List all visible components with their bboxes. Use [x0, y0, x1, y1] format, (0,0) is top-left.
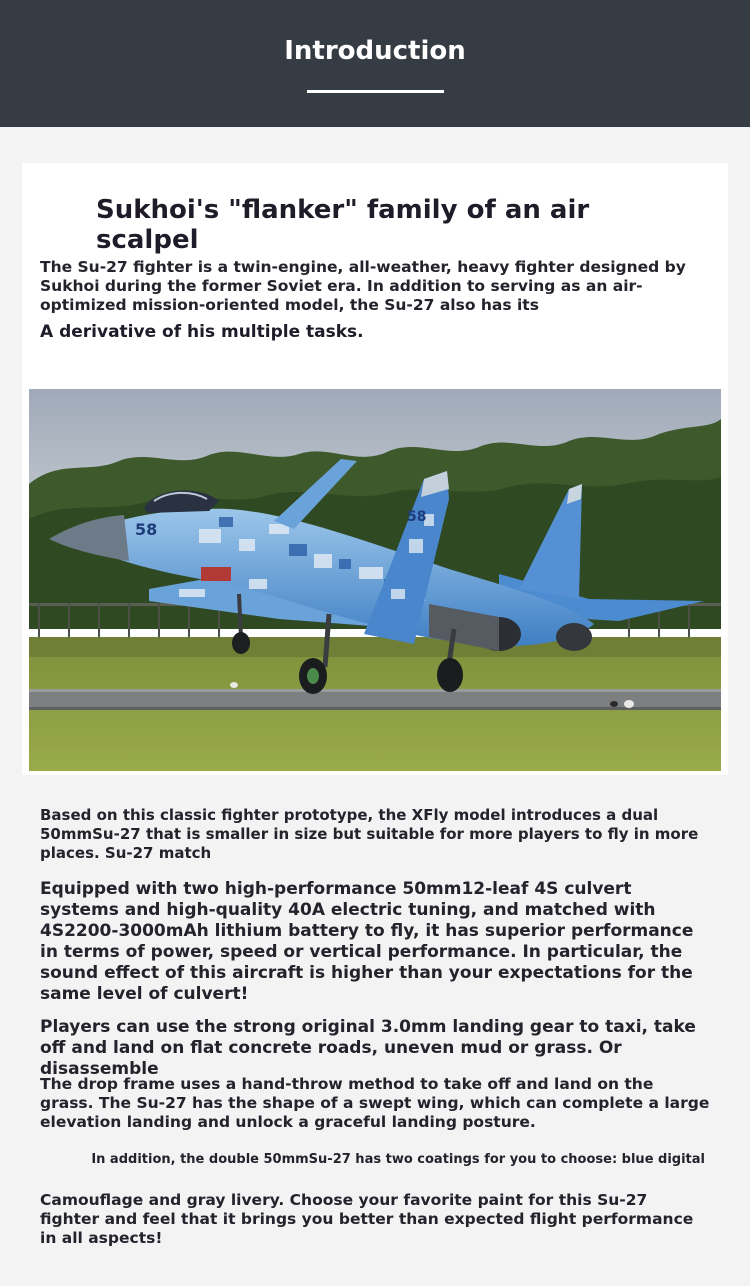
body-paragraph: Equipped with two high-performance 50mm12-leaf 4S culvert systems and high-quality 40A electric tuning, and matched with 4S2200-3000mAh lithium battery to fly, it has superior performance in terms of power, speed or vertical performance. In particular, the sound effect of this aircraft is higher than your expectations for the same level of culvert!: [40, 879, 694, 1004]
intro-card: [22, 163, 728, 775]
body-paragraph: Players can use the strong original 3.0mm landing gear to taxi, take off and land on flat concrete roads, uneven mud or grass. Or disassemble: [40, 1017, 696, 1079]
nose-number: 58: [135, 520, 158, 539]
card-title: Sukhoi's "flanker" family of an air scalpel: [96, 195, 590, 255]
body-paragraph: Based on this classic fighter prototype, the XFly model introduces a dual 50mmSu-27 that is smaller in size but suitable for more players to fly in more places. Su-27 match: [40, 806, 699, 862]
body-paragraph: In addition, the double 50mmSu-27 has two coatings for you to choose: blue digital: [91, 1152, 705, 1167]
body-paragraph: The drop frame uses a hand-throw method to take off and land on the grass. The Su-27 has the shape of a swept wing, which can complete a large elevation landing and unlock a graceful landing posture.: [40, 1075, 710, 1131]
intro-paragraph: The Su-27 fighter is a twin-engine, all-weather, heavy fighter designed by Sukhoi during the former Soviet era. In addition to serving as an air-optimized mission-oriented model, the Su-27 also has its: [40, 258, 686, 314]
derivative-paragraph: A derivative of his multiple tasks.: [40, 322, 364, 342]
body-paragraph: Camouflage and gray livery. Choose your favorite paint for this Su-27 fighter and feel that it brings you better than expected flight performance in all aspects!: [40, 1191, 694, 1247]
su27-photo: [29, 389, 721, 771]
section-title: Introduction: [284, 36, 466, 66]
page-header: [0, 0, 750, 127]
tail-number: 58: [407, 509, 427, 525]
title-underline: [307, 90, 444, 93]
